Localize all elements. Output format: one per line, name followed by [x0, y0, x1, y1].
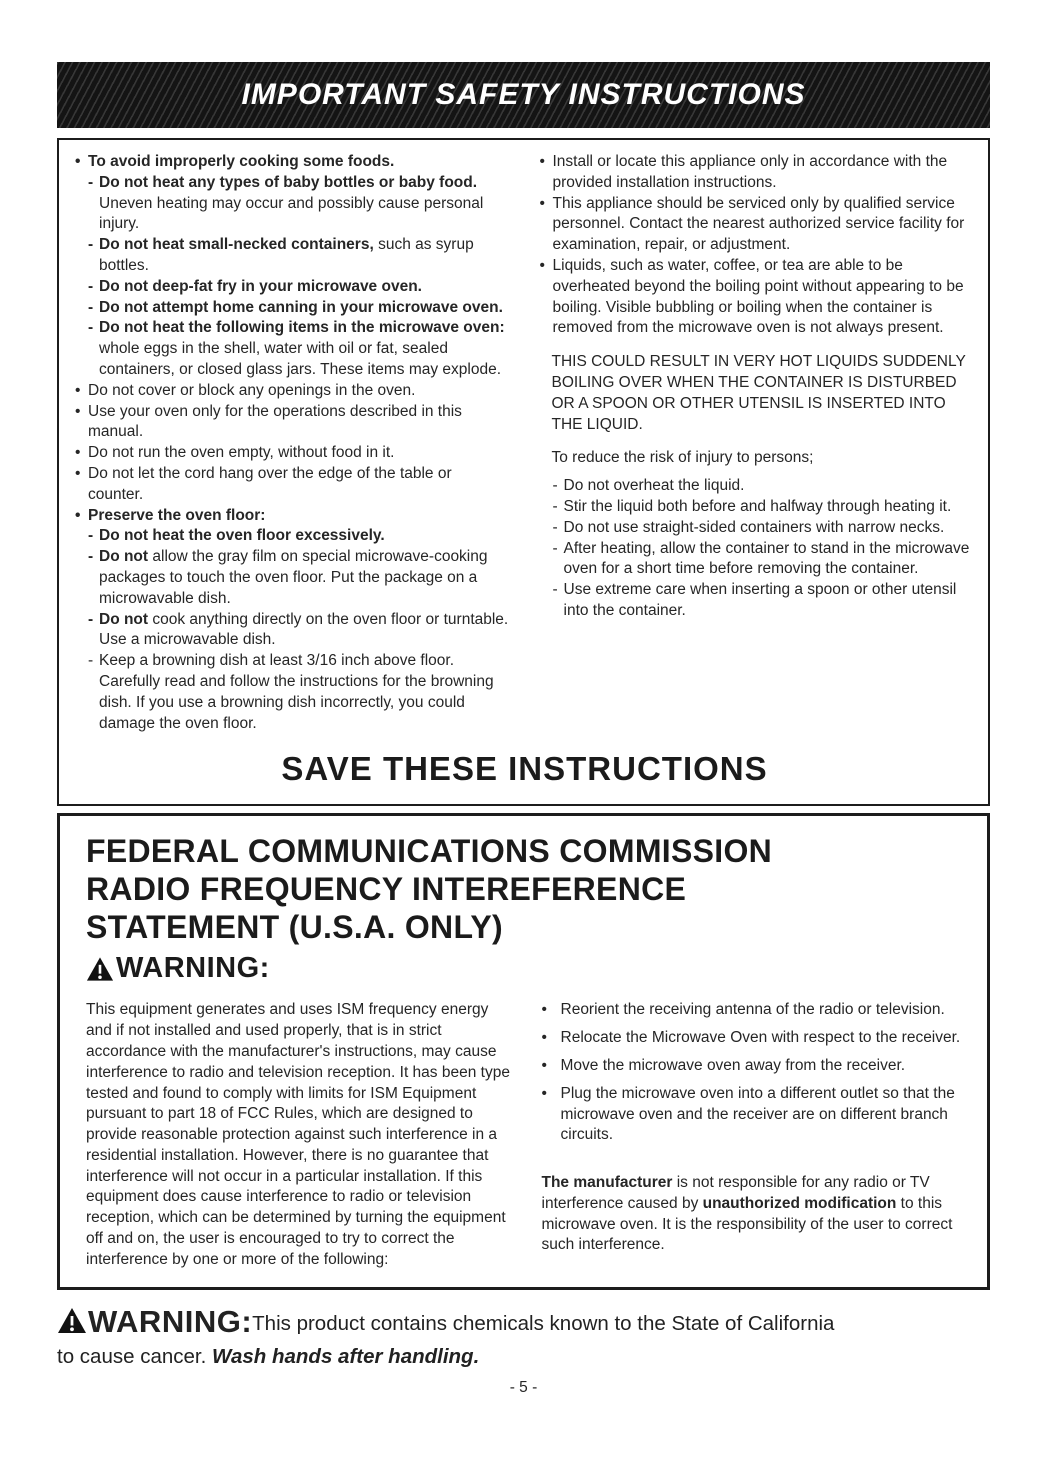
- fcc-statement-box: [57, 813, 990, 1289]
- fcc-title-line-3: STATEMENT (U.S.A. ONLY): [86, 909, 503, 946]
- paragraph: [540, 448, 975, 469]
- list-item: [540, 518, 975, 539]
- list-item: [75, 173, 510, 235]
- item-text: Do not run the oven empty, without food in it.: [88, 444, 395, 462]
- dash-marker: -: [552, 581, 558, 599]
- item-text: The manufacturer is not responsible for any radio or TV interference caused by unauthorized modification to this microwave oven. It is the responsibility of the user to correct such interference.: [541, 1174, 953, 1254]
- list-item: [540, 497, 975, 518]
- fcc-title-line-2: RADIO FREQUENCY INTEREFERENCE: [86, 871, 687, 908]
- save-instructions-heading: SAVE THESE INSTRUCTIONS: [281, 750, 768, 788]
- fcc-right-column: [542, 1000, 968, 1270]
- california-warning-line2: to cause cancer.: [57, 1344, 212, 1368]
- item-text: Do not overheat the liquid.: [563, 477, 745, 495]
- list-item: [75, 464, 510, 506]
- bullet-marker: •: [541, 1001, 547, 1019]
- item-text: Relocate the Microwave Oven with respect to the receiver.: [560, 1029, 961, 1047]
- dash-marker: -: [88, 610, 94, 628]
- bullet-marker: •: [541, 1084, 547, 1102]
- california-warning-italic: Wash hands after handling.: [211, 1344, 480, 1368]
- item-text: Do not let the cord hang over the edge of the table or counter.: [88, 464, 452, 503]
- item-text: After heating, allow the container to stand in the microwave oven for a short time before removing the container.: [563, 539, 970, 578]
- bullet-marker: •: [75, 381, 81, 399]
- page-header-title: IMPORTANT SAFETY INSTRUCTIONS: [241, 78, 806, 111]
- dash-marker: -: [88, 236, 94, 254]
- dash-marker: -: [552, 539, 558, 557]
- list-item: [75, 651, 510, 734]
- safety-columns: [75, 152, 974, 734]
- california-warning-label: WARNING:: [88, 1303, 253, 1339]
- item-text: THIS COULD RESULT IN VERY HOT LIQUIDS SUDDENLY BOILING OVER WHEN THE CONTAINER IS DISTURBED OR A SPOON OR OTHER UTENSIL IS INSERTED INTO THE LIQUID.: [551, 353, 966, 433]
- dash-marker: -: [552, 497, 558, 515]
- california-warning-line1: This product contains chemicals known to the State of California: [252, 1311, 835, 1335]
- list-item: [540, 194, 975, 256]
- bullet-marker: •: [539, 153, 545, 170]
- item-text: Do not deep-fat fry in your microwave oven.: [99, 277, 422, 295]
- list-item: [542, 1028, 968, 1049]
- item-text: Move the microwave oven away from the receiver.: [560, 1056, 906, 1074]
- fcc-left-column: [86, 1000, 512, 1270]
- bullet-marker: •: [75, 153, 81, 170]
- list-item: [542, 1084, 968, 1146]
- list-item: [75, 610, 510, 652]
- bullet-marker: •: [539, 194, 545, 212]
- item-text: Do not heat any types of baby bottles or baby food. Uneven heating may occur and possibly cause personal injury.: [99, 173, 484, 233]
- item-text: Do not attempt home canning in your microwave oven.: [99, 298, 503, 316]
- item-text: Stir the liquid both before and halfway through heating it.: [563, 497, 952, 515]
- dash-marker: -: [88, 277, 94, 295]
- item-text: Keep a browning dish at least 3/16 inch above floor. Carefully read and follow the instructions for the browning dish. If you use a browning dish incorrectly, you could damage the oven floor.: [99, 652, 494, 732]
- fcc-title-line-1: FEDERAL COMMUNICATIONS COMMISSION: [86, 833, 773, 870]
- item-text: Do not cook anything directly on the oven floor or turntable. Use a microwavable dish.: [99, 610, 509, 649]
- item-text: Do not cover or block any openings in the oven.: [88, 381, 416, 399]
- item-text: Do not allow the gray film on special microwave-cooking packages to touch the oven floor. Put the package on a microwavable dish.: [99, 548, 488, 607]
- list-item: [540, 580, 975, 622]
- page-number: - 5 -: [509, 1378, 538, 1396]
- california-warning: [57, 1303, 990, 1371]
- fcc-warning-label: WARNING:: [116, 952, 270, 985]
- item-text: Install or locate this appliance only in accordance with the provided installation instructions.: [552, 153, 948, 191]
- dash-marker: -: [88, 527, 94, 545]
- list-item: [75, 298, 510, 319]
- list-item: [540, 256, 975, 339]
- dash-marker: -: [88, 173, 94, 191]
- list-item: [540, 152, 975, 194]
- dash-marker: -: [88, 319, 94, 337]
- warning-icon: [57, 1307, 87, 1342]
- item-text: To avoid improperly cooking some foods.: [88, 153, 395, 170]
- paragraph: [86, 1000, 512, 1270]
- dash-marker: -: [552, 477, 558, 495]
- list-item: [75, 506, 510, 527]
- item-text: Liquids, such as water, coffee, or tea are able to be overheated beyond the boiling point without appearing to be boiling. Visible bubbling or boiling when the container is removed from the microwave oven is not always present.: [552, 256, 964, 337]
- bullet-marker: •: [539, 256, 545, 274]
- list-item: [75, 547, 510, 609]
- dash-marker: -: [88, 652, 94, 670]
- list-item: [75, 318, 510, 380]
- list-item: [75, 526, 510, 547]
- fcc-columns: [86, 1000, 967, 1270]
- dash-marker: -: [552, 518, 558, 536]
- item-text: Do not heat the oven floor excessively.: [99, 527, 385, 545]
- item-text: Reorient the receiving antenna of the radio or television.: [560, 1001, 945, 1019]
- list-item: [75, 235, 510, 277]
- item-text: Do not use straight-sided containers with narrow necks.: [563, 518, 945, 536]
- page-header-bar: [57, 62, 990, 128]
- paragraph: [542, 1173, 968, 1256]
- fcc-warning-heading: [86, 952, 967, 985]
- bullet-marker: •: [75, 506, 81, 524]
- dash-marker: -: [88, 298, 94, 316]
- item-text: Use extreme care when inserting a spoon or other utensil into the container.: [563, 581, 957, 619]
- list-item: [542, 1056, 968, 1077]
- list-item: [75, 381, 510, 402]
- item-text: Preserve the oven floor:: [88, 506, 266, 524]
- safety-instructions-box: [57, 138, 990, 806]
- item-text: Do not heat the following items in the microwave oven: whole eggs in the shell, water with oil or fat, sealed containers, or closed glass jars. These items may explode.: [99, 319, 505, 378]
- safety-right-column: [540, 152, 975, 734]
- bullet-marker: •: [541, 1056, 547, 1074]
- safety-left-column: [75, 152, 510, 734]
- bullet-marker: •: [75, 444, 81, 462]
- item-text: Do not heat small-necked containers, such as syrup bottles.: [99, 236, 474, 274]
- bullet-marker: •: [75, 464, 81, 482]
- item-text: To reduce the risk of injury to persons;: [551, 449, 814, 467]
- paragraph: [540, 352, 975, 435]
- item-text: This equipment generates and uses ISM frequency energy and if not installed and used properly, that is in strict accordance with the manufacturer's instructions, may cause interference to radio and television reception. It has been type tested and found to comply with limits for ISM Equipment pursuant to part 18 of FCC Rules, which are designed to provide reasonable protection against such interference in a residential installation. However, there is no guarantee that interference will not occur in a particular installation. If this equipment does cause interference to radio or television reception, which can be determined by turning the equipment off and on, the user is encouraged to try to correct the interference by one or more of the following:: [86, 1001, 510, 1268]
- list-item: [542, 1000, 968, 1021]
- fcc-title: [86, 832, 967, 946]
- list-item: [540, 539, 975, 581]
- list-item: [75, 277, 510, 298]
- bullet-marker: •: [75, 402, 81, 420]
- list-item: [75, 443, 510, 464]
- dash-marker: -: [88, 548, 94, 566]
- list-item: [75, 402, 510, 444]
- bullet-marker: •: [541, 1029, 547, 1047]
- list-item: [540, 476, 975, 497]
- item-text: Use your oven only for the operations described in this manual.: [88, 402, 462, 441]
- list-item: [75, 152, 510, 173]
- item-text: This appliance should be serviced only by qualified service personnel. Contact the nearest authorized service facility for examination, repair, or adjustment.: [552, 194, 965, 254]
- warning-icon: [86, 956, 114, 982]
- item-text: Plug the microwave oven into a different outlet so that the microwave oven and the receiver are on different branch circuits.: [560, 1084, 955, 1144]
